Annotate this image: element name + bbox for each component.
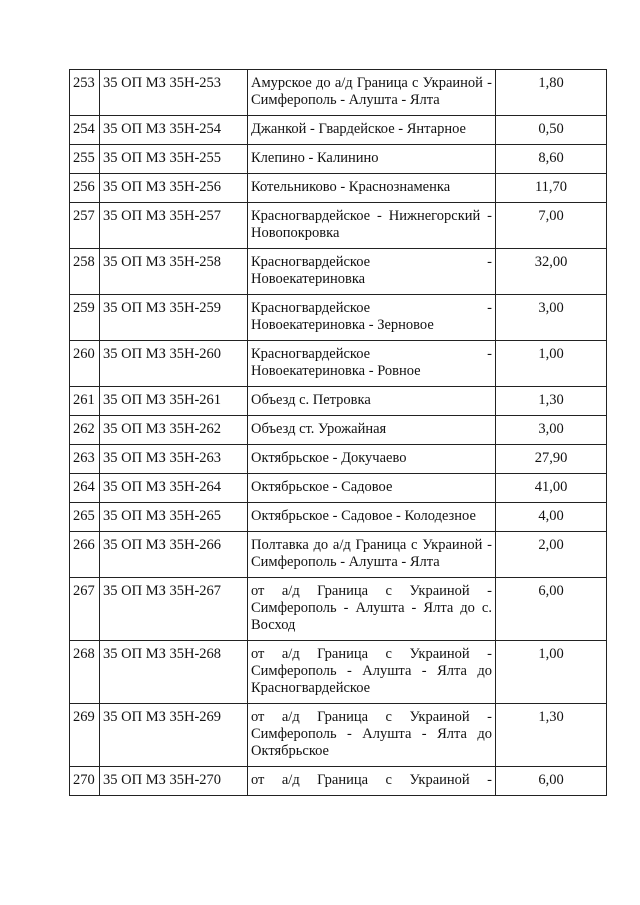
road-code: 35 ОП МЗ 35Н-253	[100, 70, 248, 116]
road-length: 7,00	[496, 203, 607, 249]
road-description: Красногвардейское - Новоекатериновка - Ровное	[248, 341, 496, 387]
table-row	[70, 341, 607, 387]
road-code: 35 ОП МЗ 35Н-268	[100, 641, 248, 704]
road-description: Октябрьское - Садовое	[248, 474, 496, 503]
road-code: 35 ОП МЗ 35Н-265	[100, 503, 248, 532]
road-length: 6,00	[496, 578, 607, 641]
road-code: 35 ОП МЗ 35Н-263	[100, 445, 248, 474]
row-number: 255	[70, 145, 100, 174]
row-number: 269	[70, 704, 100, 767]
road-description: Полтавка до а/д Граница с Украиной - Симферополь - Алушта - Ялта	[248, 532, 496, 578]
road-description: от а/д Граница с Украиной - Симферополь - Алушта - Ялта до с. Восход	[248, 578, 496, 641]
row-number: 261	[70, 387, 100, 416]
table-row	[70, 295, 607, 341]
road-length: 11,70	[496, 174, 607, 203]
road-code: 35 ОП МЗ 35Н-267	[100, 578, 248, 641]
road-description: Красногвардейское - Новоекатериновка - Зерновое	[248, 295, 496, 341]
road-length: 41,00	[496, 474, 607, 503]
road-length: 3,00	[496, 295, 607, 341]
road-description: Красногвардейское - Нижнегорский - Новопокровка	[248, 203, 496, 249]
road-code: 35 ОП МЗ 35Н-261	[100, 387, 248, 416]
road-description: Клепино - Калинино	[248, 145, 496, 174]
road-code: 35 ОП МЗ 35Н-257	[100, 203, 248, 249]
row-number: 257	[70, 203, 100, 249]
road-description: Октябрьское - Докучаево	[248, 445, 496, 474]
table-row	[70, 578, 607, 641]
row-number: 253	[70, 70, 100, 116]
road-description: от а/д Граница с Украиной - Симферополь - Алушта - Ялта до Октябрьское	[248, 704, 496, 767]
table-row	[70, 704, 607, 767]
row-number: 262	[70, 416, 100, 445]
road-length: 1,00	[496, 641, 607, 704]
row-number: 260	[70, 341, 100, 387]
table-row	[70, 474, 607, 503]
road-length: 1,30	[496, 387, 607, 416]
road-length: 0,50	[496, 116, 607, 145]
table-row	[70, 116, 607, 145]
table-row	[70, 203, 607, 249]
road-length: 1,30	[496, 704, 607, 767]
table-row	[70, 174, 607, 203]
row-number: 270	[70, 767, 100, 796]
road-code: 35 ОП МЗ 35Н-269	[100, 704, 248, 767]
row-number: 254	[70, 116, 100, 145]
road-length: 3,00	[496, 416, 607, 445]
road-code: 35 ОП МЗ 35Н-266	[100, 532, 248, 578]
road-description: Котельниково - Краснознаменка	[248, 174, 496, 203]
table-row	[70, 249, 607, 295]
row-number: 264	[70, 474, 100, 503]
table-row	[70, 445, 607, 474]
road-length: 1,00	[496, 341, 607, 387]
row-number: 258	[70, 249, 100, 295]
road-code: 35 ОП МЗ 35Н-256	[100, 174, 248, 203]
table-row	[70, 503, 607, 532]
road-code: 35 ОП МЗ 35Н-254	[100, 116, 248, 145]
road-description: Объезд с. Петровка	[248, 387, 496, 416]
row-number: 265	[70, 503, 100, 532]
table-row	[70, 532, 607, 578]
road-code: 35 ОП МЗ 35Н-255	[100, 145, 248, 174]
road-description: Октябрьское - Садовое - Колодезное	[248, 503, 496, 532]
road-length: 27,90	[496, 445, 607, 474]
roads-table	[69, 69, 607, 796]
row-number: 266	[70, 532, 100, 578]
table-row	[70, 70, 607, 116]
row-number: 263	[70, 445, 100, 474]
road-description: от а/д Граница с Украиной -	[248, 767, 496, 796]
road-description: Красногвардейское - Новоекатериновка	[248, 249, 496, 295]
road-length: 2,00	[496, 532, 607, 578]
road-length: 4,00	[496, 503, 607, 532]
road-code: 35 ОП МЗ 35Н-260	[100, 341, 248, 387]
road-code: 35 ОП МЗ 35Н-259	[100, 295, 248, 341]
table-row	[70, 145, 607, 174]
table-row	[70, 767, 607, 796]
table-row	[70, 641, 607, 704]
road-code: 35 ОП МЗ 35Н-262	[100, 416, 248, 445]
row-number: 267	[70, 578, 100, 641]
road-description: Амурское до а/д Граница с Украиной - Симферополь - Алушта - Ялта	[248, 70, 496, 116]
road-length: 8,60	[496, 145, 607, 174]
row-number: 256	[70, 174, 100, 203]
row-number: 268	[70, 641, 100, 704]
road-length: 32,00	[496, 249, 607, 295]
road-code: 35 ОП МЗ 35Н-264	[100, 474, 248, 503]
row-number: 259	[70, 295, 100, 341]
table-row	[70, 387, 607, 416]
road-length: 1,80	[496, 70, 607, 116]
road-code: 35 ОП МЗ 35Н-270	[100, 767, 248, 796]
road-description: Джанкой - Гвардейское - Янтарное	[248, 116, 496, 145]
table-row	[70, 416, 607, 445]
road-description: от а/д Граница с Украиной - Симферополь - Алушта - Ялта до Красногвардейское	[248, 641, 496, 704]
road-description: Объезд ст. Урожайная	[248, 416, 496, 445]
road-length: 6,00	[496, 767, 607, 796]
road-code: 35 ОП МЗ 35Н-258	[100, 249, 248, 295]
